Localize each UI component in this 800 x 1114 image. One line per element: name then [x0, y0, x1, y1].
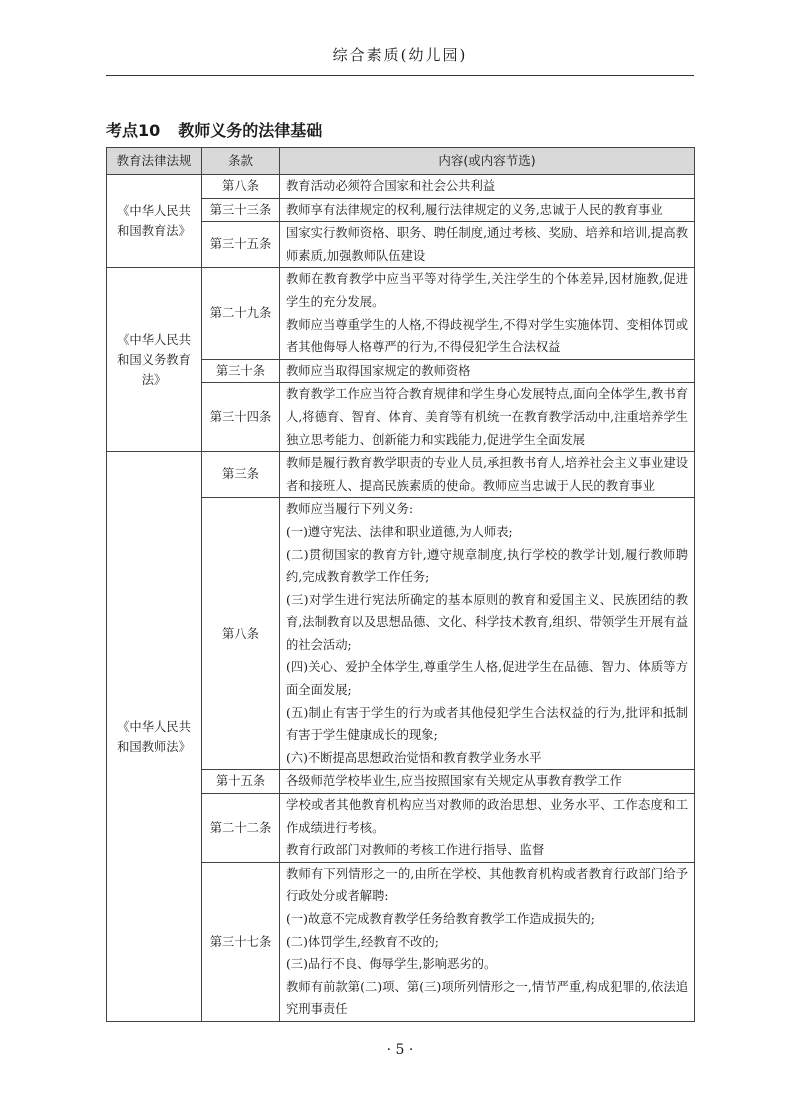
- content-line: (五)制止有害于学生的行为或者其他侵犯学生合法权益的行为,批评和抵制有害于学生健康成长的现象;: [286, 705, 688, 743]
- law-name: 《中华人民共和国教师法》: [107, 452, 202, 1022]
- content-line: 教师在教育教学中应当平等对待学生,关注学生的个体差异,因材施教,促进学生的充分发展。: [286, 272, 688, 309]
- content-line: 教师有下列情形之一的,由所在学校、其他教育机构或者教育行政部门给予行政处分或者解聘:: [286, 866, 688, 904]
- header-content: 内容(或内容节选): [280, 148, 695, 175]
- table-header-row: [107, 148, 695, 175]
- article-content: [280, 794, 695, 863]
- article-content: [280, 198, 695, 222]
- article-number: 第八条: [202, 498, 280, 770]
- article-content: [280, 770, 695, 794]
- article-number: 第三十三条: [202, 198, 280, 222]
- content-line: 国家实行教师资格、职务、聘任制度,通过考核、奖励、培养和培训,提高教师素质,加强教师队伍建设: [286, 226, 688, 263]
- content-line: (六)不断提高思想政治觉悟和教育教学业务水平: [286, 750, 542, 765]
- running-header: 综合素质(幼儿园): [332, 46, 468, 64]
- content-line: 教育教学工作应当符合教育规律和学生身心发展特点,面向全体学生,教书育人,将德育、智育、体育、美育等有机统一在教育教学活动中,注重培养学生独立思考能力、创新能力和实践能力,促进学生全面发展: [286, 387, 688, 447]
- content-line: 教师应当取得国家规定的教师资格: [286, 363, 471, 378]
- header-article: 条款: [202, 148, 280, 175]
- article-number: 第八条: [202, 175, 280, 199]
- header-rule: [106, 75, 694, 76]
- article-number: 第三十七条: [202, 862, 280, 1021]
- table-row: [107, 452, 695, 498]
- law-name: 《中华人民共和国教育法》: [107, 175, 202, 268]
- content-line: 教师是履行教育教学职责的专业人员,承担教书育人,培养社会主义事业建设者和接班人、提高民族素质的使命。教师应当忠诚于人民的教育事业: [286, 456, 688, 493]
- article-number: 第三十五条: [202, 222, 280, 268]
- article-number: 第三条: [202, 452, 280, 498]
- table-row: [107, 268, 695, 359]
- section-heading: [106, 118, 322, 141]
- section-number: 考点10: [106, 121, 161, 140]
- article-content: [280, 383, 695, 452]
- content-line: (三)品行不良、侮辱学生,影响恶劣的。: [286, 957, 497, 972]
- table-body: [107, 175, 695, 1022]
- content-line: (二)贯彻国家的教育方针,遵守规章制度,执行学校的教学计划,履行教师聘约,完成教育教学工作任务;: [286, 547, 688, 585]
- content-line: (一)故意不完成教育教学任务给教育教学工作造成损失的;: [286, 912, 595, 926]
- content-line: 各级师范学校毕业生,应当按照国家有关规定从事教育教学工作: [286, 774, 622, 789]
- article-number: 第十五条: [202, 770, 280, 794]
- article-content: [280, 268, 695, 359]
- table-row: [107, 175, 695, 199]
- content-line: (二)体罚学生,经教育不改的;: [286, 934, 439, 949]
- content-line: (三)对学生进行宪法所确定的基本原则的教育和爱国主义、民族团结的教育,法制教育以及思想品德、文化、科学技术教育,组织、带领学生开展有益的社会活动;: [286, 592, 688, 652]
- article-number: 第二十二条: [202, 794, 280, 863]
- content-line: (四)关心、爱护全体学生,尊重学生人格,促进学生在品德、智力、体质等方面全面发展;: [286, 660, 688, 698]
- article-content: [280, 452, 695, 498]
- content-line: 教师应当尊重学生的人格,不得歧视学生,不得对学生实施体罚、变相体罚或者其他侮辱人格尊严的行为,不得侵犯学生合法权益: [286, 317, 688, 355]
- content-line: (一)遵守宪法、法律和职业道德,为人师表;: [286, 524, 513, 539]
- content-line: 教师有前款第(二)项、第(三)项所列情形之一,情节严重,构成犯罪的,依法追究刑事责任: [286, 979, 688, 1017]
- article-number: 第三十条: [202, 359, 280, 383]
- law-table: [106, 147, 695, 1022]
- article-content: [280, 862, 695, 1021]
- article-content: [280, 175, 695, 199]
- content-line: 学校或者其他教育机构应当对教师的政治思想、业务水平、工作态度和工作成绩进行考核。: [286, 798, 688, 835]
- law-name: 《中华人民共和国义务教育法》: [107, 268, 202, 452]
- content-line: 教师享有法律规定的权利,履行法律规定的义务,忠诚于人民的教育事业: [286, 202, 663, 217]
- content-line: 教育行政部门对教师的考核工作进行指导、监督: [286, 843, 545, 858]
- article-content: [280, 359, 695, 383]
- article-number: 第二十九条: [202, 268, 280, 359]
- page-number: · 5 ·: [386, 1042, 414, 1058]
- content-line: 教师应当履行下列义务:: [286, 502, 414, 517]
- article-number: 第三十四条: [202, 383, 280, 452]
- section-title: 教师义务的法律基础: [178, 121, 323, 140]
- content-line: 教育活动必须符合国家和社会公共利益: [286, 179, 496, 193]
- header-law: 教育法律法规: [107, 148, 202, 175]
- article-content: [280, 222, 695, 268]
- article-content: [280, 498, 695, 770]
